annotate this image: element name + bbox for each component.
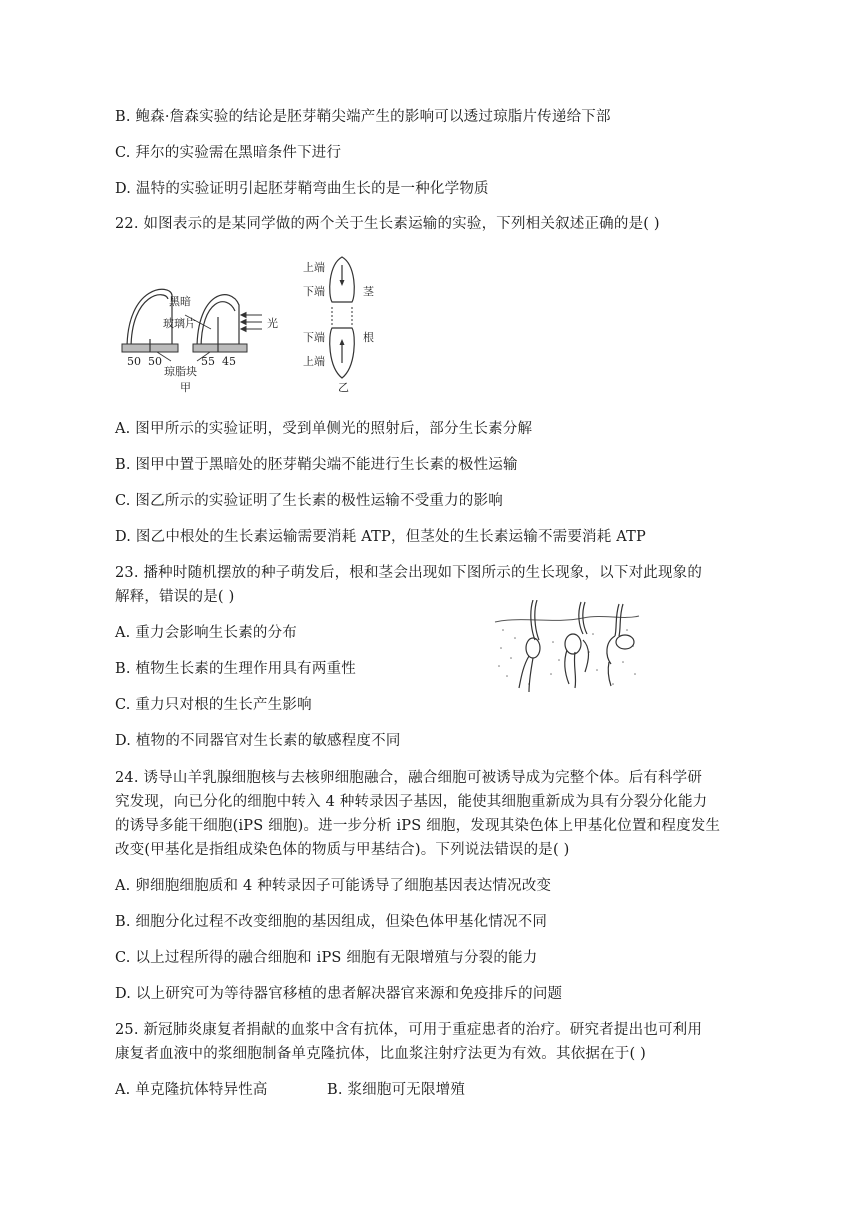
yi-stem-segment xyxy=(330,257,355,302)
q21-option-b: B. 鲍森·詹森实验的结论是胚芽鞘尖端产生的影响可以透过琼脂片传递给下部 xyxy=(115,109,611,125)
q22-option-a: A. 图甲所示的实验证明，受到单侧光的照射后，部分生长素分解 xyxy=(115,421,533,437)
jia-right-agar xyxy=(193,344,247,352)
q25-stem-line1: 25. 新冠肺炎康复者捐献的血浆中含有抗体，可用于重症患者的治疗。研究者提出也可利用 xyxy=(115,1022,703,1038)
q23-option-a: A. 重力会影响生长素的分布 xyxy=(115,625,297,641)
yi-root-segment xyxy=(330,328,355,378)
stem-top-upper: 上端 xyxy=(303,261,325,274)
q21-option-c: C. 拜尔的实验需在黑暗条件下进行 xyxy=(115,145,342,161)
q22-figure xyxy=(115,255,395,405)
q23-stem-line1: 23. 播种时随机摆放的种子萌发后，根和茎会出现如下图所示的生长现象，以下对此现象的 xyxy=(115,565,703,581)
stem-label: 茎 xyxy=(363,285,374,298)
glass-label: 玻璃片 xyxy=(163,317,196,330)
jia-label: 甲 xyxy=(180,381,191,394)
root-bottom-lower: 下端 xyxy=(303,331,325,344)
q23-option-b: B. 植物生长素的生理作用具有两重性 xyxy=(115,661,356,677)
seedling-1 xyxy=(519,600,540,692)
q23-option-d: D. 植物的不同器官对生长素的敏感程度不同 xyxy=(115,733,401,749)
light-label: 光 xyxy=(267,317,278,330)
q24-stem-line3: 的诱导多能干细胞(iPS 细胞)。进一步分析 iPS 细胞，发现其染色体上甲基化位置和程度发生 xyxy=(115,818,721,834)
q23-seedling-figure xyxy=(493,600,641,696)
q24-option-b: B. 细胞分化过程不改变细胞的基因组成，但染色体甲基化情况不同 xyxy=(115,914,548,930)
q21-option-d: D. 温特的实验证明引起胚芽鞘弯曲生长的是一种化学物质 xyxy=(115,181,489,197)
q22-option-c: C. 图乙所示的实验证明了生长素的极性运输不受重力的影响 xyxy=(115,493,503,509)
agar-value-4: 45 xyxy=(222,355,236,368)
seedling-2 xyxy=(565,602,589,688)
yi-label: 乙 xyxy=(338,381,349,394)
q24-option-d: D. 以上研究可为等待器官移植的患者解决器官来源和免疫排斥的问题 xyxy=(115,986,563,1002)
q25-option-a: A. 单克隆抗体特异性高 xyxy=(115,1082,268,1098)
q22-option-d: D. 图乙中根处的生长素运输需要消耗 ATP，但茎处的生长素运输不需要消耗 ATP xyxy=(115,529,646,545)
agar-label: 琼脂块 xyxy=(164,365,197,378)
q22-option-b: B. 图甲中置于黑暗处的胚芽鞘尖端不能进行生长素的极性运输 xyxy=(115,457,518,473)
q23-stem-line2: 解释，错误的是( ) xyxy=(115,589,235,605)
q25-stem-line2: 康复者血液中的浆细胞制备单克隆抗体，比血浆注射疗法更为有效。其依据在于( ) xyxy=(115,1046,647,1062)
q25-option-b: B. 浆细胞可无限增殖 xyxy=(327,1082,466,1098)
agar-value-3: 55 xyxy=(201,355,215,368)
q24-stem-line4: 改变(甲基化是指组成染色体的物质与甲基结合)。下列说法错误的是( ) xyxy=(115,842,570,858)
q24-stem-line1: 24. 诱导山羊乳腺细胞核与去核卵细胞融合，融合细胞可被诱导成为完整个体。后有科学研 xyxy=(115,770,703,786)
q23-option-c: C. 重力只对根的生长产生影响 xyxy=(115,697,312,713)
agar-value-1: 50 xyxy=(127,355,141,368)
seedling-3 xyxy=(607,604,634,686)
q24-option-a: A. 卵细胞细胞质和 4 种转录因子可能诱导了细胞基因表达情况改变 xyxy=(115,878,552,894)
q24-stem-line2: 究发现，向已分化的细胞中转入 4 种转录因子基因，能使其细胞重新成为具有分裂分化能力 xyxy=(115,794,708,810)
dark-label: 黑暗 xyxy=(169,295,191,308)
light-arrows xyxy=(241,313,262,332)
stem-top-lower: 下端 xyxy=(303,285,325,298)
root-bottom-upper: 上端 xyxy=(303,355,325,368)
q22-stem: 22. 如图表示的是某同学做的两个关于生长素运输的实验，下列相关叙述正确的是( ) xyxy=(115,216,660,232)
q24-option-c: C. 以上过程所得的融合细胞和 iPS 细胞有无限增殖与分裂的能力 xyxy=(115,950,538,966)
root-label: 根 xyxy=(363,331,374,344)
agar-value-2: 50 xyxy=(148,355,162,368)
